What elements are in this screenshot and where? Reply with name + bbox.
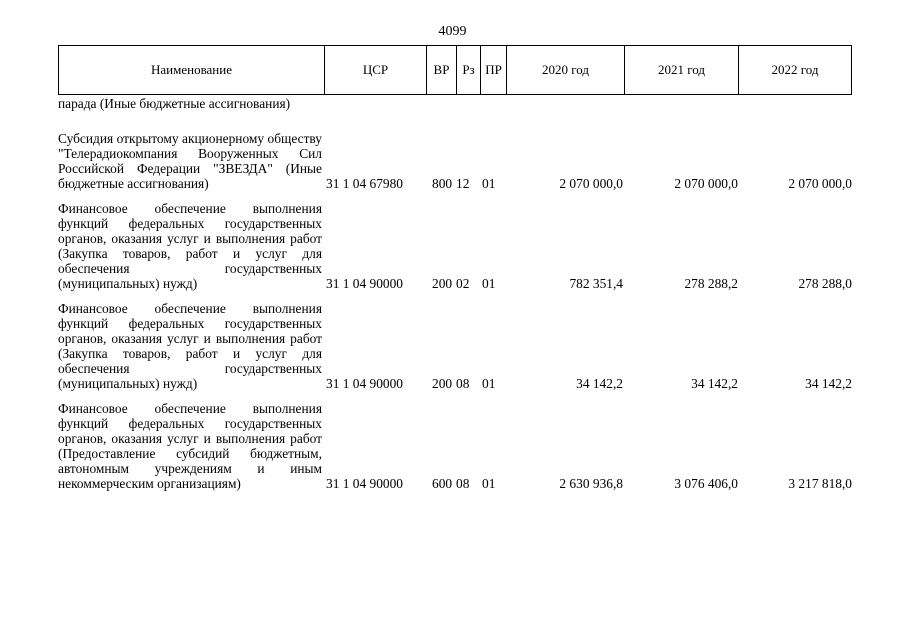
row-rz: 12 — [456, 176, 470, 191]
header-2022: 2022 год — [771, 62, 819, 77]
header-pr: ПР — [481, 46, 507, 94]
row-csr: 31 1 04 90000 — [326, 376, 403, 391]
header-vr: ВР — [427, 46, 457, 94]
row-name: парада (Иные бюджетные ассигнования) — [58, 96, 291, 111]
row-2020: 34 142,2 — [576, 376, 623, 391]
row-rz: 08 — [456, 476, 470, 491]
row-csr: 31 1 04 90000 — [326, 476, 403, 491]
row-2021: 2 070 000,0 — [674, 176, 738, 191]
row-csr: 31 1 04 67980 — [326, 176, 403, 191]
row-2022: 2 070 000,0 — [788, 176, 852, 191]
row-vr: 800 — [432, 176, 453, 191]
row-name: Субсидия открытому акционерному обществу "Телерадиокомпания Вооруженных Сил Российской Федерации "ЗВЕЗДА" (Иные бюджетные ассигнования) — [58, 131, 322, 191]
table-header — [58, 45, 852, 95]
row-rz: 02 — [456, 276, 470, 291]
table-row — [58, 131, 852, 191]
row-2020: 782 351,4 — [569, 276, 623, 291]
row-2022: 278 288,0 — [798, 276, 852, 291]
row-2022: 3 217 818,0 — [788, 476, 852, 491]
row-2021: 278 288,2 — [684, 276, 738, 291]
table-row — [58, 96, 852, 111]
row-vr: 200 — [432, 376, 453, 391]
header-name: Наименование — [59, 46, 325, 94]
row-2021: 34 142,2 — [691, 376, 738, 391]
row-csr: 31 1 04 90000 — [326, 276, 403, 291]
header-csr: ЦСР — [325, 46, 427, 94]
row-2020: 2 070 000,0 — [559, 176, 623, 191]
row-pr: 01 — [482, 376, 496, 391]
table-row — [58, 301, 852, 391]
row-name: Финансовое обеспечение выполнения функций федеральных государственных органов, оказания услуг и выполнения работ (Закупка товаров, работ и услуг для обеспечения государственных (муниципальных) нужд) — [58, 301, 322, 391]
page-number: 4099 — [438, 24, 467, 39]
table-body — [58, 96, 852, 491]
row-name: Финансовое обеспечение выполнения функций федеральных государственных органов, оказания услуг и выполнения работ (Закупка товаров, работ и услуг для обеспечения государственных (муниципальных) нужд) — [58, 201, 322, 291]
row-pr: 01 — [482, 276, 496, 291]
row-2020: 2 630 936,8 — [559, 476, 623, 491]
row-vr: 600 — [432, 476, 453, 491]
header-rz: Рз — [457, 46, 481, 94]
header-2021: 2021 год — [625, 46, 739, 94]
row-name: Финансовое обеспечение выполнения функций федеральных государственных органов, оказания услуг и выполнения работ (Предоставление субсидий бюджетным, автономным учреждениям и иным некоммерческим организациям) — [58, 401, 322, 491]
row-rz: 08 — [456, 376, 470, 391]
row-vr: 200 — [432, 276, 453, 291]
row-2022: 34 142,2 — [805, 376, 852, 391]
table-row — [58, 401, 852, 491]
row-pr: 01 — [482, 176, 496, 191]
row-2021: 3 076 406,0 — [674, 476, 738, 491]
row-pr: 01 — [482, 476, 496, 491]
table-row — [58, 201, 852, 291]
header-2020: 2020 год — [507, 46, 625, 94]
